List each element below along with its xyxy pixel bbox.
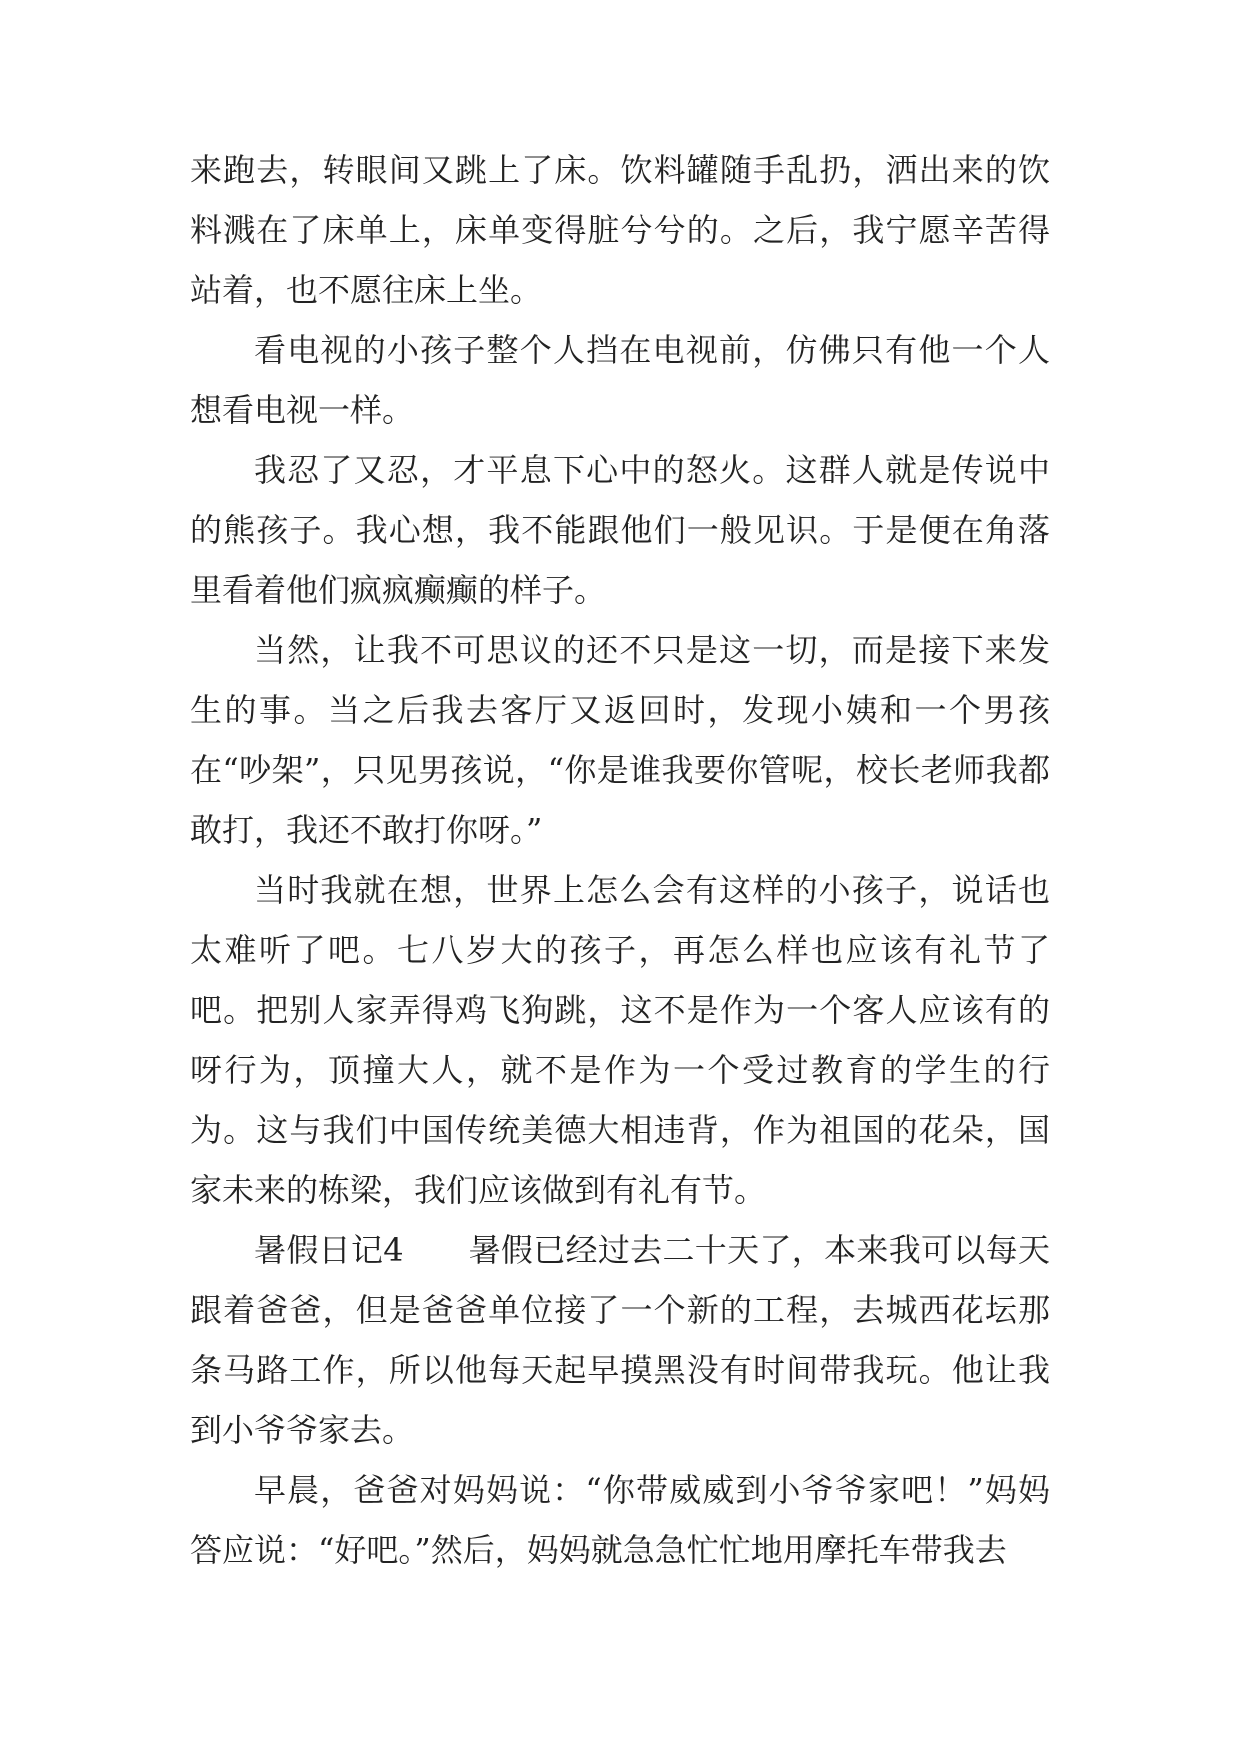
paragraph-6: 暑假日记4 暑假已经过去二十天了，本来我可以每天跟着爸爸，但是爸爸单位接了一个新的工程，去城西花坛那条马路工作，所以他每天起早摸黑没有时间带我玩。他让我到小爷爷家去。	[190, 1231, 1050, 1449]
paragraph-2: 看电视的小孩子整个人挡在电视前，仿佛只有他一个人想看电视一样。	[190, 331, 1050, 429]
paragraph-3: 我忍了又忍，才平息下心中的怒火。这群人就是传说中的熊孩子。我心想，我不能跟他们一般见识。于是便在角落里看着他们疯疯癫癫的样子。	[190, 451, 1050, 609]
paragraph-7: 早晨，爸爸对妈妈说：“你带威威到小爷爷家吧！”妈妈答应说：“好吧。”然后，妈妈就急急忙忙地用摩托车带我去	[190, 1471, 1050, 1569]
document-body	[190, 140, 1050, 1580]
paragraph-1: 来跑去，转眼间又跳上了床。饮料罐随手乱扔，洒出来的饮料溅在了床单上，床单变得脏兮兮的。之后，我宁愿辛苦得站着，也不愿往床上坐。	[190, 151, 1050, 309]
paragraph-4: 当然，让我不可思议的还不只是这一切，而是接下来发生的事。当之后我去客厅又返回时，发现小姨和一个男孩在“吵架”，只见男孩说，“你是谁我要你管呢，校长老师我都敢打，我还不敢打你呀。”	[190, 631, 1050, 849]
paragraph-5: 当时我就在想，世界上怎么会有这样的小孩子，说话也太难听了吧。七八岁大的孩子，再怎么样也应该有礼节了吧。把别人家弄得鸡飞狗跳，这不是作为一个客人应该有的呀行为，顶撞大人，就不是作为一个受过教育的学生的行为。这与我们中国传统美德大相违背，作为祖国的花朵，国家未来的栋梁，我们应该做到有礼有节。	[190, 871, 1050, 1209]
